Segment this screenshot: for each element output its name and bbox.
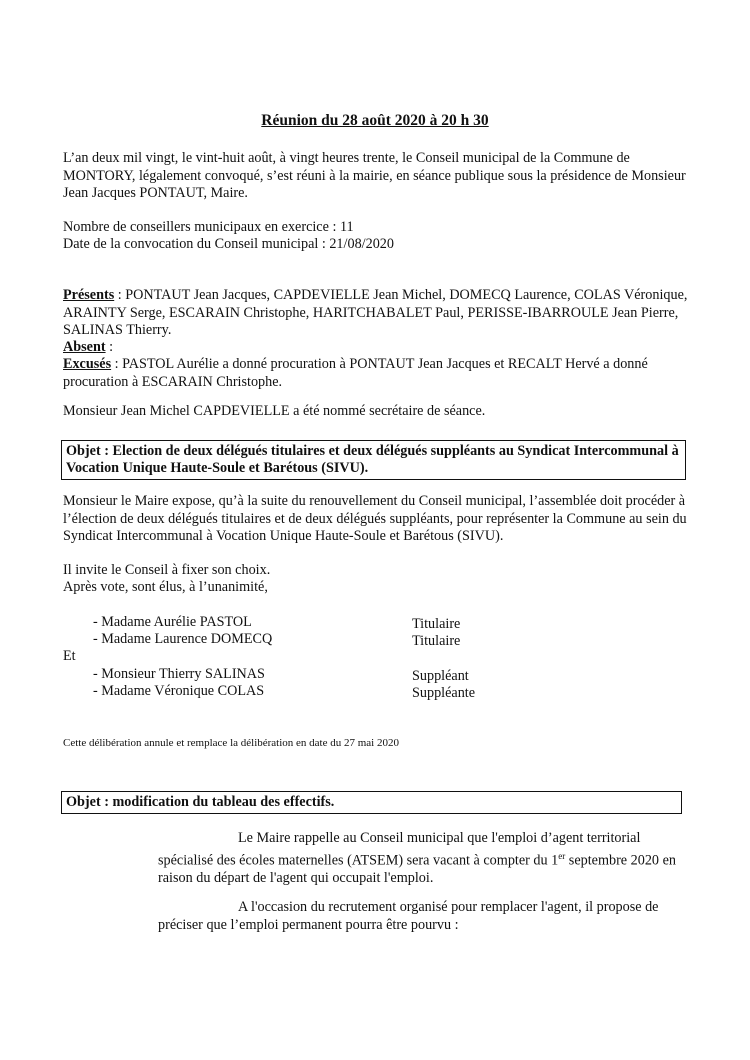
absent-list: :: [105, 339, 114, 355]
objet1-invite: Il invite le Conseil à fixer son choix.: [63, 562, 271, 578]
objet1-vote: Après vote, sont élus, à l’unanimité,: [63, 579, 268, 595]
objet2-p1-text: Le Maire rappelle au Conseil municipal que l'emploi d’agent territorial spécialisé des écoles maternelles (ATSEM) sera vacant à compter du 1: [158, 830, 641, 869]
presents-paragraph: [63, 287, 693, 340]
presents-list: : PONTAUT Jean Jacques, CAPDEVIELLE Jean Michel, DOMECQ Laurence, COLAS Véronique, ARAINTY Serge, ESCARAIN Christophe, HARITCHABALET Paul, PERISSE-IBARROULE Jean Pierre, SALINAS Thierry.: [63, 287, 688, 338]
absent-label: Absent: [63, 339, 106, 355]
objet2-paragraph-2: A l'occasion du recrutement organisé pour remplacer l'agent, il propose de préciser que l’emploi permanent pourra être pourvu :: [158, 899, 659, 933]
elected-name: - Monsieur Thierry SALINAS: [93, 666, 265, 682]
excuses-label: Excusés: [63, 356, 112, 372]
objet2-paragraph-1: [158, 830, 688, 887]
objet1-heading: Objet : Election de deux délégués titulaires et deux délégués suppléants au Syndicat Intercommunal à Vocation Unique Haute-Soule et Barétous (SIVU).: [66, 443, 679, 476]
excuses-list: : PASTOL Aurélie a donné procuration à PONTAUT Jean Jacques et RECALT Hervé a donné procuration à ESCARAIN Christophe.: [63, 356, 648, 390]
objet1-heading-box: [61, 440, 686, 480]
ordinal-superscript: er: [558, 850, 566, 861]
elected-name: - Madame Laurence DOMECQ: [93, 631, 273, 647]
elected-role: Suppléant: [412, 668, 469, 684]
meeting-title: Réunion du 28 août 2020 à 20 h 30: [261, 112, 489, 129]
elected-role: Titulaire: [412, 616, 461, 632]
absent-paragraph: [63, 339, 693, 357]
presents-label: Présents: [63, 287, 115, 303]
objet2-heading: Objet : modification du tableau des effectifs.: [66, 794, 335, 810]
elected-role: Suppléante: [412, 685, 476, 701]
objet2-heading-box: [61, 791, 682, 814]
objet2-p1-text-end: septembre 2020 en raison du départ de l'agent qui occupait l'emploi.: [158, 852, 676, 886]
excuses-paragraph: [63, 356, 693, 391]
objet1-body: Monsieur le Maire expose, qu’à la suite du renouvellement du Conseil municipal, l’assemblée doit procéder à l’élection de deux délégués titulaires et de deux délégués suppléants, pour représenter la Commune au sein du Syndicat Intercommunal à Vocation Unique Haute-Soule et Barétous (SIVU).: [63, 493, 687, 544]
elected-name: - Madame Aurélie PASTOL: [93, 614, 252, 630]
elected-role: Titulaire: [412, 633, 461, 649]
et-conjunction: Et: [63, 648, 76, 664]
secretary-line: Monsieur Jean Michel CAPDEVIELLE a été nommé secrétaire de séance.: [63, 403, 486, 419]
elected-name: - Madame Véronique COLAS: [93, 683, 265, 699]
intro-paragraph: L’an deux mil vingt, le vint-huit août, à vingt heures trente, le Conseil municipal de la Commune de MONTORY, légalement convoqué, s’est réuni à la mairie, en séance publique sous la présidence de Monsieur Jean Jacques PONTAUT, Maire.: [63, 150, 686, 201]
convocation-date: Date de la convocation du Conseil municipal : 21/08/2020: [63, 236, 394, 252]
councillors-count: Nombre de conseillers municipaux en exercice : 11: [63, 219, 354, 235]
objet1-note: Cette délibération annule et remplace la délibération en date du 27 mai 2020: [63, 737, 399, 749]
